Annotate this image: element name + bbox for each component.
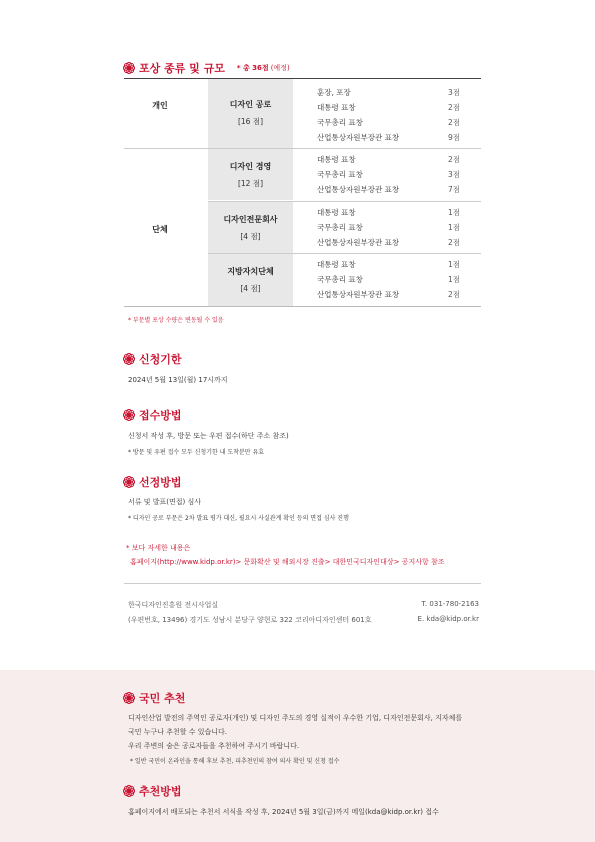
contact-org: 한국디자인진흥원 전시사업실 [128, 601, 219, 609]
submission-title: 접수방법 [139, 409, 182, 422]
category-count: [4 점] [240, 284, 261, 293]
recommend-title: 국민 추천 [139, 692, 186, 705]
award-count: 1점 [447, 208, 460, 217]
award-count: 1점 [447, 275, 460, 284]
flower-icon [123, 353, 135, 365]
more-info-line1: * 보다 자세한 내용은 [126, 544, 191, 552]
contact-tel: T. 031-780-2163 [421, 600, 479, 608]
divider [124, 583, 481, 584]
recommend-line1: 디자인산업 발전의 주역인 공로자(개인) 및 디자인 주도의 경영 실적이 우수한 기업, 디자인전문회사, 지자체를 [128, 714, 463, 722]
selection-text: 서류 및 발표(면접) 심사 [128, 498, 201, 506]
group-divider [124, 148, 208, 149]
award-item: 대통령 표창 [317, 208, 356, 217]
recommend-method-title: 추천방법 [139, 785, 182, 798]
group-organization: 단체 [152, 225, 168, 234]
recommend-method-text: 홈페이지에서 배포되는 추천서 서식을 작성 후, 2024년 5월 3일(금)까지 메일(kda@kidp.or.kr) 접수 [128, 808, 439, 816]
award-item: 국무총리 표창 [317, 223, 363, 232]
award-item: 국무총리 표창 [317, 118, 363, 127]
selection-title: 선정방법 [139, 476, 182, 489]
award-count: 2점 [447, 118, 460, 127]
flower-icon [123, 785, 135, 797]
category-name: 디자인전문회사 [223, 215, 278, 224]
submission-note: * 방문 및 우편 접수 모두 신청기한 내 도착분만 유효 [128, 449, 265, 456]
award-count: 2점 [447, 103, 460, 112]
award-item: 산업통상자원부장관 표창 [317, 133, 400, 142]
submission-text: 신청서 작성 후, 방문 또는 우편 접수(하단 주소 참조) [128, 432, 289, 440]
recommend-method-heading [123, 783, 182, 799]
deadline-title: 신청기한 [139, 353, 182, 366]
award-item: 훈장, 포장 [317, 88, 351, 97]
contact-email[interactable]: E. kda@kidp.or.kr [417, 615, 479, 623]
award-count: 7점 [447, 185, 460, 194]
flower-icon [123, 409, 135, 421]
selection-note: * 디자인 공로 부문은 2차 발표 평가 대신, 필요시 사실관계 확인 등의 면접 심사 진행 [128, 515, 349, 522]
category-design-merit [208, 79, 293, 148]
table-top-rule [124, 78, 481, 79]
total-note-suffix: (예정) [270, 64, 290, 72]
award-item: 국무총리 표창 [317, 275, 363, 284]
recommend-heading [123, 690, 185, 706]
recommend-note: * 일반 국민이 온라인을 통해 후보 추천, 피추천인의 참여 의사 확인 및 신청 접수 [130, 758, 340, 765]
recommend-line2: 국민 누구나 추천할 수 있습니다. [128, 728, 228, 736]
award-item: 산업통상자원부장관 표창 [317, 185, 400, 194]
category-name: 디자인 경영 [229, 162, 272, 171]
awards-footnote: * 부문별 포상 수량은 변동될 수 있음 [128, 317, 224, 324]
award-count: 2점 [447, 238, 460, 247]
recommend-line3: 우리 주변의 숨은 공로자들을 추천하여 주시기 바랍니다. [128, 742, 300, 750]
award-count: 9점 [447, 133, 460, 142]
group-individual: 개인 [152, 101, 168, 110]
award-item: 산업통상자원부장관 표창 [317, 238, 400, 247]
award-count: 1점 [447, 223, 460, 232]
more-info-link[interactable]: 홈페이지(http://www.kidp.or.kr)> 문화확산 및 해외시장 진출> 대한민국디자인대상> 공지사항 참조 [130, 558, 445, 566]
category-design-management [208, 149, 293, 200]
category-name: 지방자치단체 [227, 267, 274, 276]
awards-title: 포상 종류 및 규모 [139, 62, 225, 75]
category-local-gov [208, 254, 293, 306]
award-item: 산업통상자원부장관 표창 [317, 290, 400, 299]
award-item: 대통령 표창 [317, 103, 356, 112]
deadline-text: 2024년 5월 13일(월) 17시까지 [128, 376, 228, 384]
award-count: 3점 [447, 170, 460, 179]
award-count: 1점 [447, 260, 460, 269]
award-count: 2점 [447, 155, 460, 164]
deadline-heading [123, 351, 182, 367]
awards-heading [123, 60, 290, 76]
selection-heading [123, 474, 182, 490]
flower-icon [123, 62, 135, 74]
award-item: 국무총리 표창 [317, 170, 363, 179]
award-item: 대통령 표창 [317, 155, 356, 164]
category-count: [4 점] [240, 232, 261, 241]
award-item: 대통령 표창 [317, 260, 356, 269]
flower-icon [123, 692, 135, 704]
category-count: [12 점] [237, 179, 264, 188]
contact-address: (우편번호, 13496) 경기도 성남시 분당구 양현로 322 코리아디자인센터 601호 [128, 616, 372, 624]
category-name: 디자인 공로 [229, 100, 272, 109]
submission-heading [123, 407, 182, 423]
award-count: 3점 [447, 88, 460, 97]
total-note: * 총 36점 [236, 64, 269, 72]
table-bottom-rule [124, 306, 481, 307]
category-design-firm [208, 202, 293, 253]
flower-icon [123, 476, 135, 488]
award-count: 2점 [447, 290, 460, 299]
category-count: [16 점] [237, 117, 264, 126]
